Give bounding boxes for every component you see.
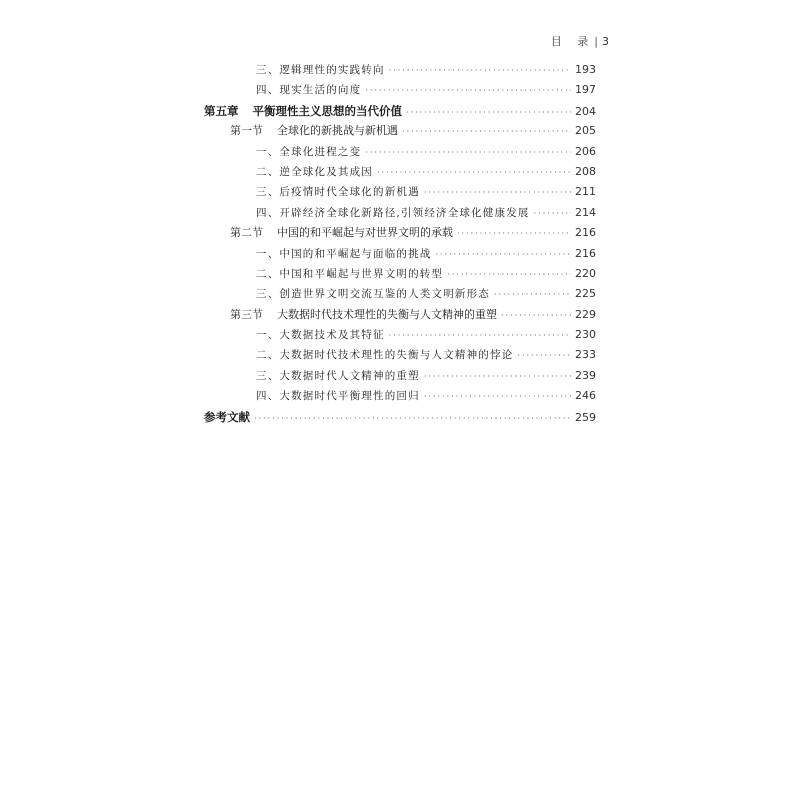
toc-entry-text: 全球化的新挑战与新机遇 [277, 124, 398, 138]
toc-page-number: 225 [575, 287, 596, 301]
dot-leader [447, 265, 571, 285]
dot-leader [254, 409, 571, 429]
toc-section-row[interactable] [204, 121, 596, 141]
toc-entry-label: 第三节 [230, 307, 263, 321]
toc-page-number: 233 [575, 348, 596, 362]
toc-page-number: 259 [575, 410, 596, 424]
toc-entry-title [256, 386, 420, 406]
toc-entry-text: 二、中国和平崛起与世界文明的转型 [256, 267, 444, 280]
dot-leader [389, 61, 571, 81]
header-title: 目 录 [550, 35, 595, 48]
toc-entry-text: 一、大数据技术及其特征 [256, 329, 385, 342]
dot-leader [501, 306, 571, 326]
toc-entry-title [256, 264, 443, 284]
toc-entry-title [256, 80, 361, 100]
toc-page-number: 193 [575, 63, 596, 76]
toc-page-number: 229 [575, 307, 596, 321]
toc-entry-text: 三、逻辑理性的实践转向 [256, 64, 385, 76]
toc-entry-label: 第五章 [204, 103, 239, 118]
dot-leader [365, 143, 571, 163]
toc-item-row[interactable] [204, 386, 596, 406]
toc-entry-text: 四、大数据时代平衡理性的回归 [256, 390, 420, 403]
toc-item-row[interactable] [204, 325, 596, 345]
dot-leader [365, 81, 571, 101]
toc-ref-row[interactable] [204, 407, 596, 427]
toc-entry-title [256, 366, 420, 386]
toc-entry-text: 三、大数据时代人文精神的重塑 [256, 369, 420, 382]
toc-entry-text: 二、逆全球化及其成因 [256, 165, 373, 178]
dot-leader [424, 367, 571, 387]
toc-entry-text: 大数据时代技术理性的失衡与人文精神的重塑 [277, 307, 497, 321]
toc-item-row[interactable] [204, 60, 596, 80]
toc-entry-title [256, 325, 385, 345]
toc-entry-text: 二、大数据时代技术理性的失衡与人文精神的悖论 [256, 349, 514, 362]
toc-entry-text: 平衡理性主义思想的当代价值 [252, 103, 402, 118]
toc-item-row[interactable] [204, 162, 596, 182]
toc-page-number: 197 [575, 83, 596, 97]
toc-chapter-row[interactable] [204, 101, 596, 121]
toc-entry-text: 三、后疫情时代全球化的新机遇 [256, 186, 420, 199]
running-header [551, 33, 609, 49]
toc-page-number: 230 [575, 328, 596, 342]
toc-item-row[interactable] [204, 203, 596, 223]
toc-entry-text: 四、开辟经济全球化新路径,引领经济全球化健康发展 [256, 206, 530, 219]
toc-entry-text: 一、中国的和平崛起与面临的挑战 [256, 247, 432, 260]
toc-entry-title [204, 101, 402, 121]
dot-leader [406, 103, 571, 123]
toc-item-row[interactable] [204, 264, 596, 284]
toc-page-number: 211 [575, 185, 596, 199]
header-separator: | [594, 35, 598, 48]
table-of-contents [204, 60, 596, 427]
toc-entry-title [256, 142, 361, 162]
toc-item-row[interactable] [204, 345, 596, 365]
dot-leader [389, 326, 571, 346]
toc-entry-title [256, 345, 513, 365]
dot-leader [457, 224, 571, 244]
toc-entry-label: 第二节 [230, 226, 263, 240]
toc-item-row[interactable] [204, 80, 596, 100]
toc-item-row[interactable] [204, 244, 596, 264]
toc-entry-title [256, 60, 385, 80]
toc-entry-text: 四、现实生活的向度 [256, 84, 362, 97]
dot-leader [402, 122, 571, 142]
toc-item-row[interactable] [204, 366, 596, 386]
dot-leader [424, 387, 571, 407]
toc-item-row[interactable] [204, 284, 596, 304]
toc-entry-text: 三、创造世界文明交流互鉴的人类文明新形态 [256, 288, 490, 301]
toc-entry-title [230, 223, 453, 243]
toc-page-number: 216 [575, 226, 596, 240]
header-page-number: 3 [602, 35, 609, 48]
toc-page-number: 206 [575, 144, 596, 158]
toc-entry-text: 中国的和平崛起与对世界文明的承载 [277, 226, 453, 240]
toc-entry-title [230, 121, 398, 141]
toc-page-number: 220 [575, 266, 596, 280]
toc-page-number: 214 [575, 205, 596, 219]
toc-entry-title [256, 244, 432, 264]
toc-entry-title [256, 284, 490, 304]
toc-entry-title [256, 162, 373, 182]
dot-leader [436, 245, 572, 265]
toc-page-number: 216 [575, 246, 596, 260]
toc-page-number: 205 [575, 124, 596, 138]
dot-leader [517, 346, 571, 366]
toc-item-row[interactable] [204, 142, 596, 162]
toc-page-number: 204 [575, 104, 596, 118]
toc-page-number: 208 [575, 164, 596, 178]
toc-entry-title [256, 203, 530, 223]
toc-item-row[interactable] [204, 182, 596, 202]
dot-leader [534, 204, 571, 224]
toc-entry-title [230, 305, 497, 325]
toc-entry-title [256, 182, 420, 202]
toc-section-row[interactable] [204, 223, 596, 243]
dot-leader [494, 285, 571, 305]
toc-entry-title [204, 407, 250, 427]
dot-leader [377, 163, 571, 183]
toc-section-row[interactable] [204, 305, 596, 325]
dot-leader [424, 183, 571, 203]
toc-entry-text: 参考文献 [204, 409, 250, 424]
toc-entry-label: 第一节 [230, 124, 263, 138]
toc-page-number: 246 [575, 389, 596, 403]
toc-entry-text: 一、全球化进程之变 [256, 145, 362, 158]
toc-page-number: 239 [575, 368, 596, 382]
